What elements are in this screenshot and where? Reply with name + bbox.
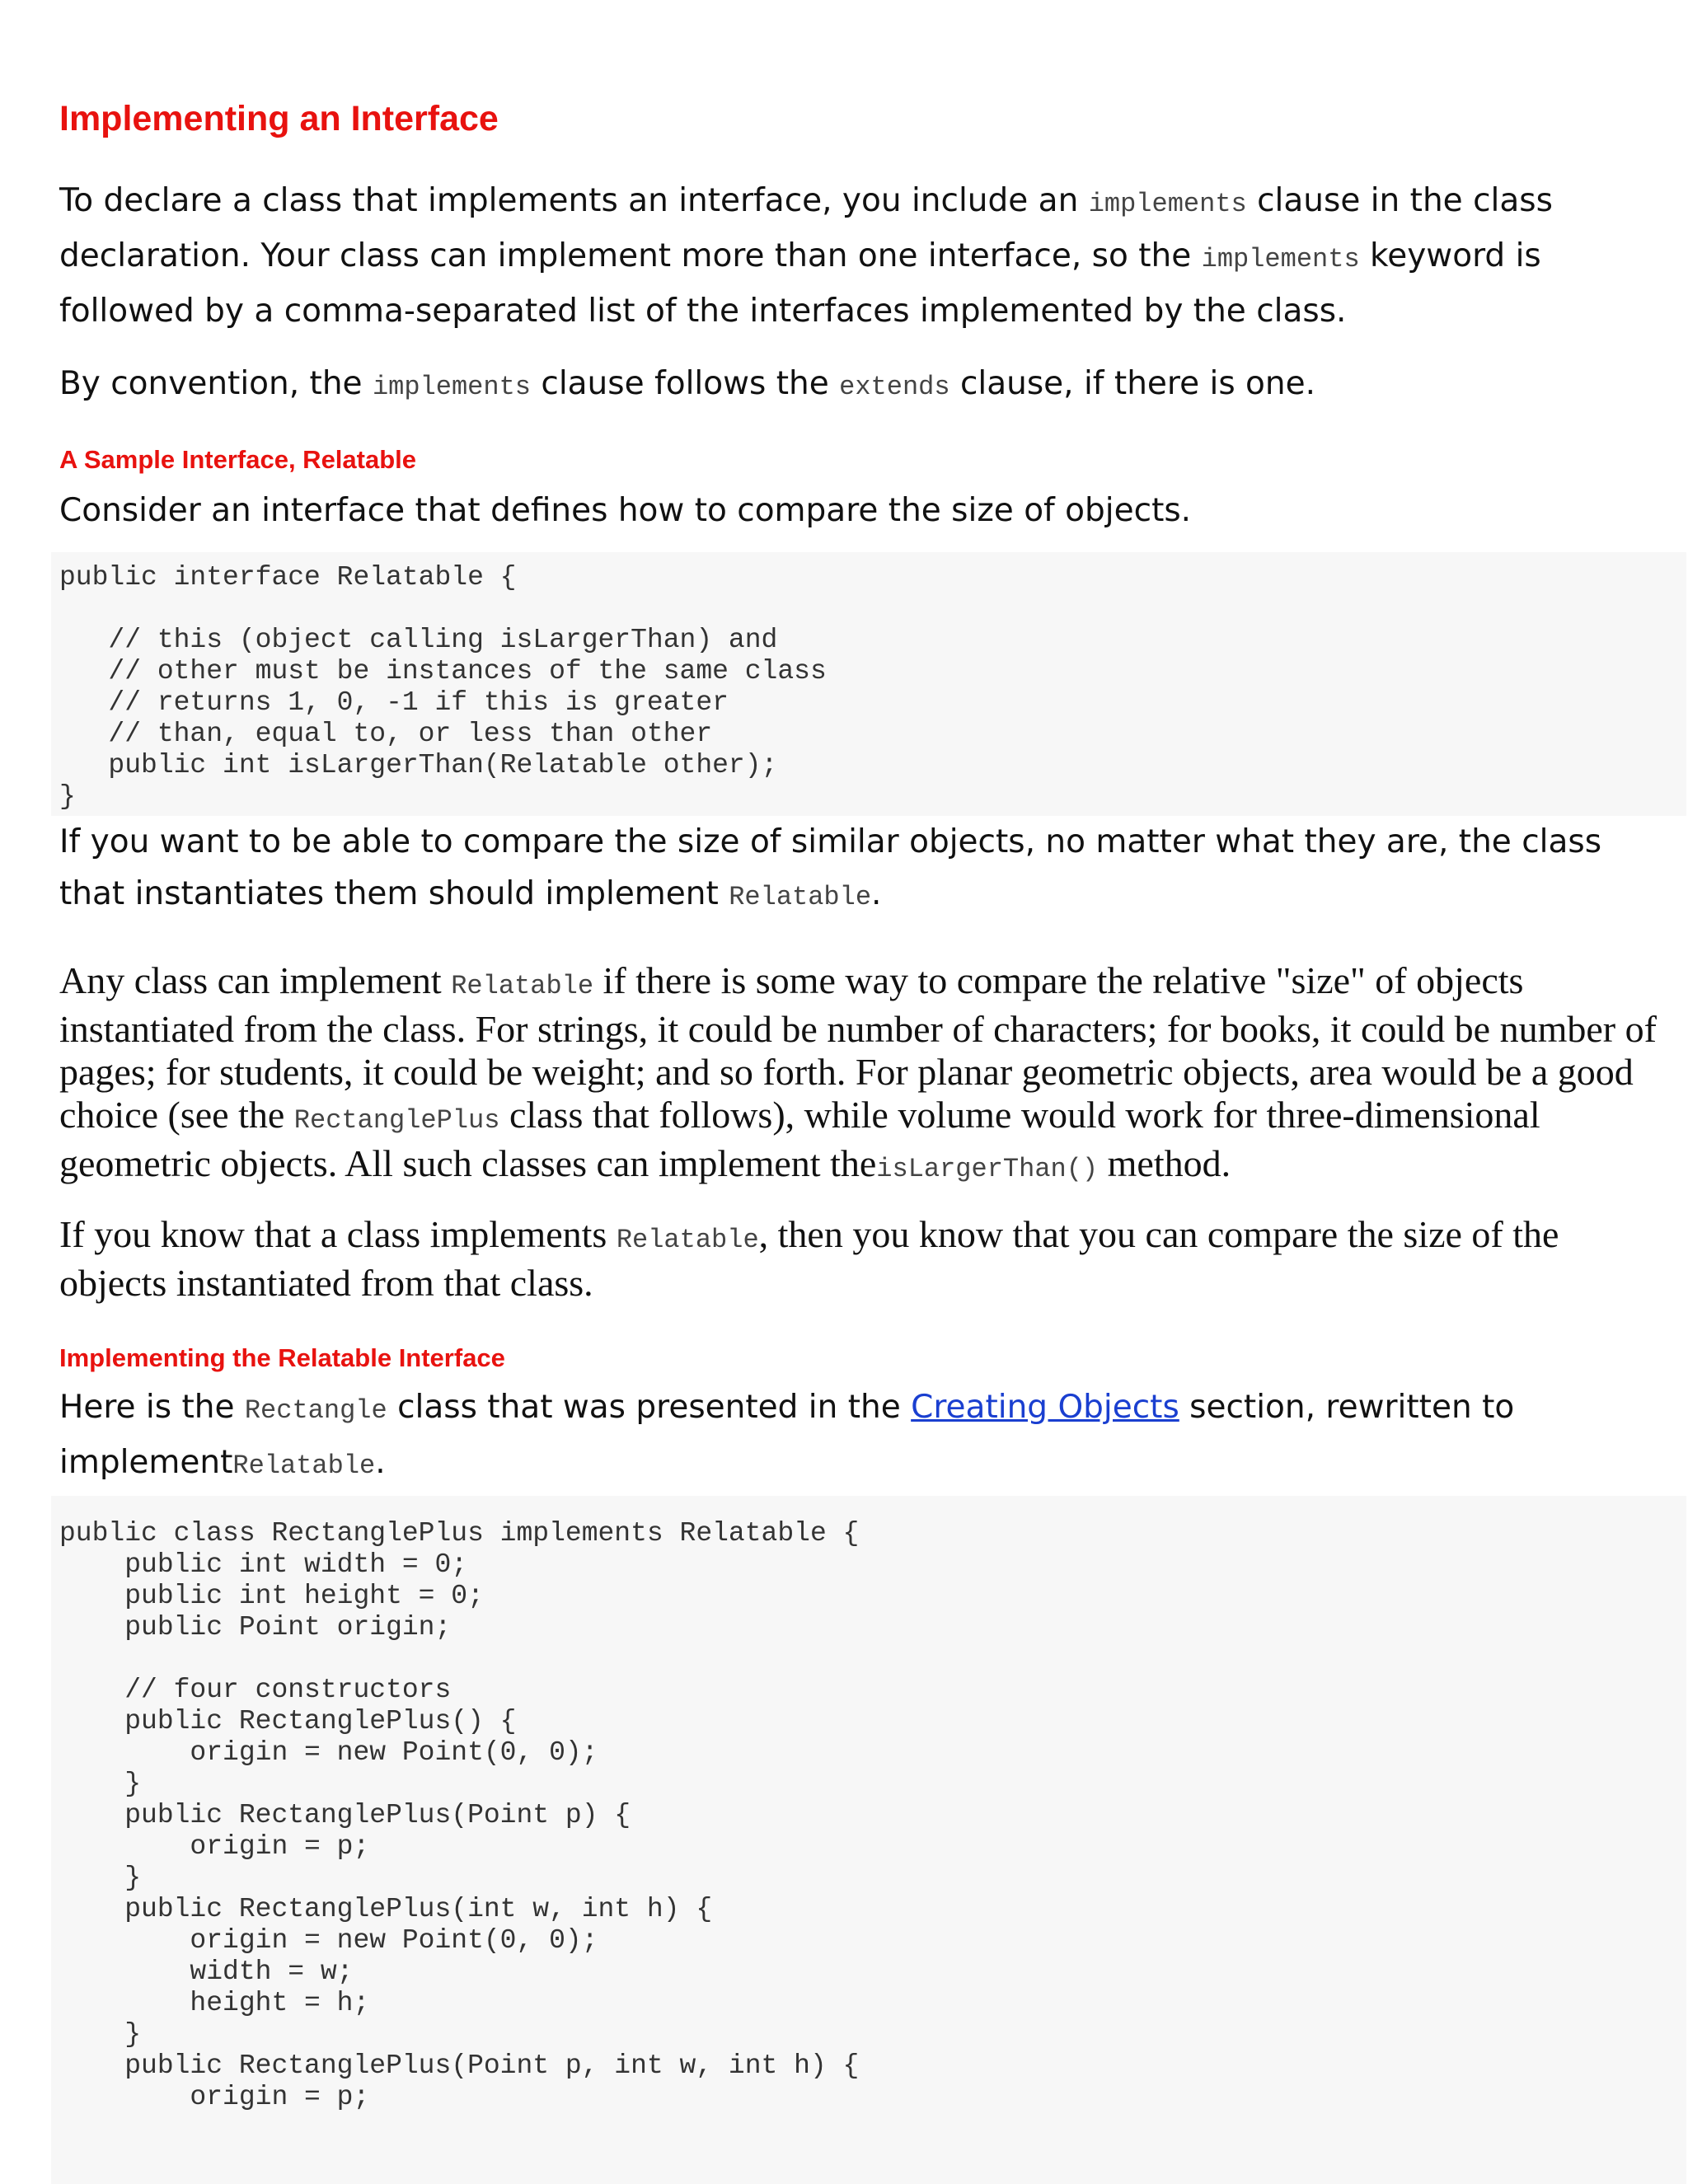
inline-code: RectanglePlus [293, 1105, 500, 1136]
rectangle-intro-paragraph: Here is the Rectangle class that was presented in the Creating Objects section, rewritten to implementRelatable. [59, 1389, 1515, 1481]
inline-code: implements [1201, 244, 1360, 274]
inline-code: Relatable [729, 882, 872, 912]
relatable-interface-code: public interface Relatable { // this (object calling isLargerThan) and // other must be instances of the same class // returns 1, 0, -1 if this is greater // than, equal to, or less than other public int isLargerThan(Relatable other); } [59, 562, 827, 812]
inline-code: Relatable [451, 971, 594, 1001]
rectangleplus-class-code: public class RectanglePlus implements Relatable { public int width = 0; public int height = 0; public Point origin; // four constructors public RectanglePlus() { origin = new Point(0, 0); } public RectanglePlus(Point p) { origin = p; } public RectanglePlus(int w, int h) { origin = new Point(0, 0); width = w; height = h; } public RectanglePlus(Point p, int w, int h) { origin = p; [59, 1518, 860, 2112]
page-title: Implementing an Interface [59, 99, 499, 138]
section-heading-sample-interface: A Sample Interface, Relatable [59, 445, 417, 474]
inline-code: isLargerThan() [876, 1154, 1099, 1184]
creating-objects-link[interactable]: Creating Objects [911, 1389, 1179, 1426]
inline-code: implements [372, 372, 531, 402]
sample-lead-paragraph: Consider an interface that defines how to compare the size of objects. [59, 492, 1192, 529]
intro-paragraph: To declare a class that implements an interface, you include an implements clause in the class declaration. Your class can implement more than one interface, so the implements keyword is followed by a comma-separated list of the interfaces implemented by the class. [59, 182, 1553, 330]
inline-code: extends [839, 372, 950, 402]
if-you-know-paragraph: If you know that a class implements Relatable, then you know that you can compare the size of the objects instantiated from that class. [59, 1213, 1559, 1304]
convention-paragraph: By convention, the implements clause follows the extends clause, if there is one. [59, 365, 1316, 402]
inline-code: implements [1088, 189, 1247, 219]
inline-code: Relatable [232, 1451, 376, 1481]
compare-size-paragraph: If you want to be able to compare the size of similar objects, no matter what they are, the class that instantiates them should implement Relatable. [59, 823, 1602, 912]
inline-code: Rectangle [244, 1395, 387, 1426]
any-class-paragraph: Any class can implement Relatable if there is some way to compare the relative "size" of objects instantiated from the class. For strings, it could be number of characters; for books, it could be number of pages; for students, it could be weight; and so forth. For planar geometric objects, area would be a good choice (see the RectanglePlus class that follows), while volume would work for three-dimensional geometric objects. All such classes can implement theisLargerThan() method. [59, 959, 1657, 1184]
section-heading-implementing-relatable: Implementing the Relatable Interface [59, 1343, 505, 1372]
inline-code: Relatable [616, 1225, 759, 1255]
